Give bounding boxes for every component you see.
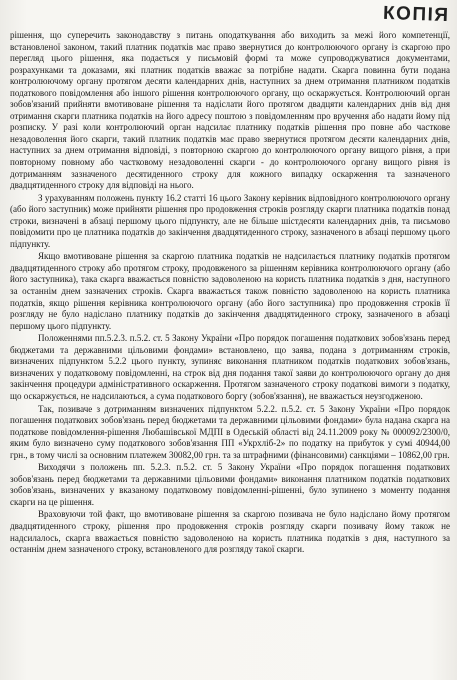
paragraph: Положеннями пп.5.2.3. п.5.2. ст. 5 Закону України «Про порядок погашення податкових зобов'язань перед бюджетами та державними цільовими фондами» встановлено, що заява, подана з дотриманням строків, визначених підпунктом 5.2.2 цього пункту, зупиняє виконання платником податків податкових зобов'язань, визначених у податковому повідомленні, на строк від дня подання такої заяви до контролюючого органу до дня закінчення процедури адміністративного оскарження. Протягом зазначеного строку податкові вимоги з податку, що оскаржується, не надсилаються, а сума податкового боргу (зобов'язання), не вважається неузгодженою. (10, 333, 450, 401)
paragraph: рішення, що суперечить законодавству з питань оподаткування або виходить за межі його компетенції, встановленої законом, такий платник податків має право звернутися до контролюючого органу із скаргою про перегляд цього рішення, яка подається у письмовій формі та може супроводжуватися документами, розрахунками та доказами, які платник податків вважає за потрібне надати. Скарга повинна бути подана контролюючому органу протягом десяти календарних днів, наступних за днем отримання платником податків податкового повідомлення або іншого рішення контролюючого органу, що оскаржується. Контролюючий орган зобов'язаний прийняти вмотивоване рішення та надіслати його протягом двадцяти календарних днів від дня отримання скарги платника податків на його адресу поштою з повідомленням про вручення або надати йому під розписку. У разі коли контролюючий орган надсилає платнику податків рішення про повне або часткове незадоволення його скарги, такий платник податків має право звернутися протягом десяти календарних днів, наступних за днем отримання відповіді, з повторною скаргою до контролюючого органу вищого рівня, а при повторному повному або частковому незадоволенні скарги - до контролюючого органу вищого рівня із дотриманням зазначеного десятиденного строку для кожного випадку оскарження та зазначеного двадцятиденного строку для відповіді на нього. (10, 30, 450, 191)
paragraph: Якщо вмотивоване рішення за скаргою платника податків не надсилається платнику податків протягом двадцятиденного строку або протягом строку, продовженого за рішенням керівника контролюючого органу (або його заступника), така скарга вважається повністю задоволеною на користь платника податків з дня, наступного за останнім днем зазначених строків. Скарга вважається також повністю задоволеною на користь платника податків, якщо рішення керівника контролюючого органу (або його заступника) про продовження строків її розгляду не було надіслано платнику податків до закінчення двадцятиденного строку, зазначеного в абзаці першому цього підпункту. (10, 251, 450, 331)
document-body (10, 30, 450, 556)
paragraph: Враховуючи той факт, що вмотивоване рішення за скаргою позивача не було надіслано йому протягом двадцятиденного строку, рішення про продовження строків розгляду скарги позивачу йому також не надсилалось, скарга вважається повністю задоволеною на користь платника податків з дня, наступного за останнім днем зазначеного строку, встановленого для розгляду такої скарги. (10, 509, 450, 555)
paragraph: Так, позиваче з дотриманням визначених підпунктом 5.2.2. п.5.2. ст. 5 Закону України «Про порядок погашення податкових зобов'язань перед бюджетами та державними цільовими фондами» була надана скарга на податкове повідомлення-рішення Любашівської МДПІ в Одеській області від 24.11.2009 року № 000092/2300/0, яким було визначено суму податкового зобов'язання ПП «Укрхліб-2» по податку на прибуток у сумі 40944,00 грн., в тому числі за основним платежем 30082,00 грн. та за штрафними (фінансовими) санкціями – 10862,00 грн. (10, 403, 450, 460)
paragraph: З урахуванням положень пункту 16.2 статті 16 цього Закону керівник відповідного контролюючого органу (або його заступник) може прийняти рішення про продовження строків розгляду скарги платника податків понад строки, визначені в абзаці першому цього підпункту, але не більше шістдесяти календарних днів, та письмово повідомити про це платника податків до закінчення двадцятиденного строку, зазначеного в абзаці першому цього підпункту. (10, 192, 450, 249)
copy-stamp: КОПІЯ (382, 2, 450, 27)
paragraph: Виходячи з положень пп. 5.2.3. п.5.2. ст. 5 Закону України «Про порядок погашення податкових зобов'язань перед бюджетами та державними цільовими фондами» виконання платником податків податкових зобов'язань, визначених у вказаному податковому повідомленні-рішенні, було зупинено з моменту подання скарги на це рішення. (10, 462, 450, 507)
